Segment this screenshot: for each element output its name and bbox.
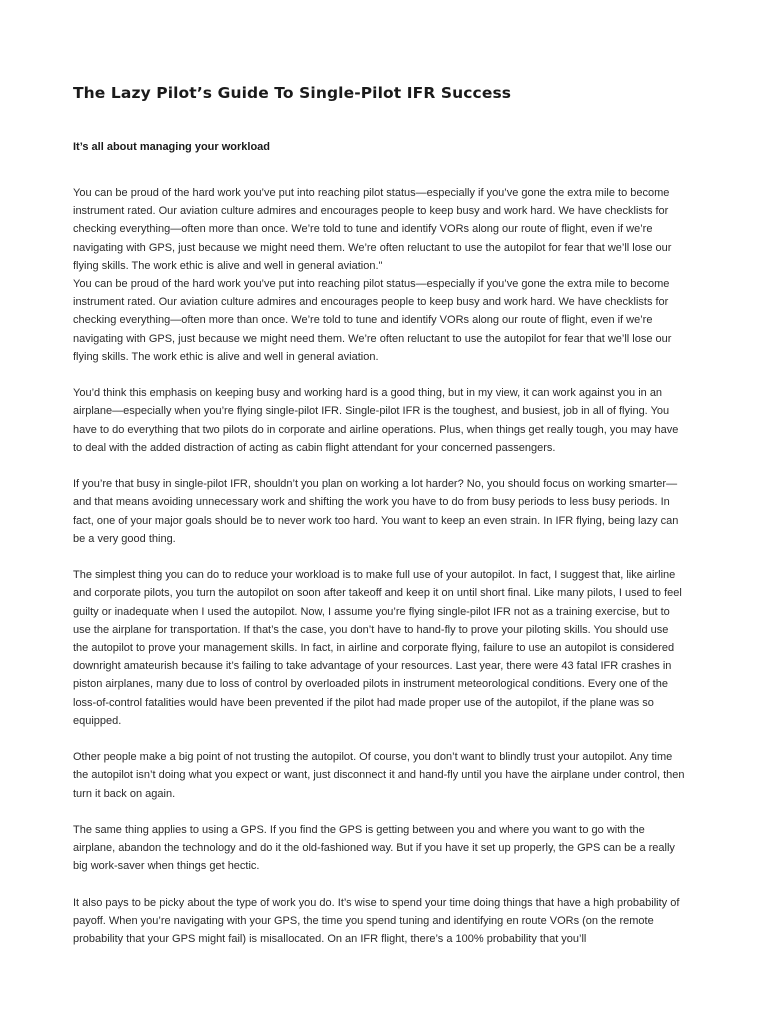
paragraph: You’d think this emphasis on keeping busy and working hard is a good thing, but in my view, it can work against you in an airplane—especially when you’re flying single-pilot IFR. Single-pilot IFR is the toughest, and busiest, job in all of flying. You have to do everything that two pilots do in corporate and airline operations. Plus, when things get really tough, you may have to deal with the added distraction of acting as cabin flight attendant for your concerned passengers. xyxy=(73,387,679,454)
article-subtitle: It’s all about managing your workload xyxy=(73,141,271,153)
paragraph: You can be proud of the hard work you’ve put into reaching pilot status—especially if you’ve gone the extra mile to become instrument rated. Our aviation culture admires and encourages people to keep busy and work hard. We have checklists for checking everything—often more than once. We’re told to tune and identify VORs along our route of flight, even if we’re navigating with GPS, just because we might need them. We’re often reluctant to use the autopilot for fear that we’ll lose our flying skills. The work ethic is alive and well in general aviation." xyxy=(73,187,672,272)
paragraph: It also pays to be picky about the type of work you do. It’s wise to spend your time doing things that have a high probability of payoff. When you’re navigating with your GPS, the time you spend tuning and identifying en route VORs (on the remote probability that your GPS might fail) is misallocated. On an IFR flight, there’s a 100% probability that you’ll xyxy=(73,896,680,946)
paragraph: You can be proud of the hard work you’ve put into reaching pilot status—especially if you’ve gone the extra mile to become instrument rated. Our aviation culture admires and encourages people to keep busy and work hard. We have checklists for checking everything—often more than once. We’re told to tune and identify VORs along our route of flight, even if we’re navigating with GPS, just because we might need them. We’re often reluctant to use the autopilot for fear that we’ll lose our flying skills. The work ethic is alive and well in general aviation. xyxy=(73,278,672,363)
paragraph: If you’re that busy in single-pilot IFR, shouldn’t you plan on working a lot harder? No, you should focus on working smarter—and that means avoiding unnecessary work and shifting the work you have to do from busy periods to less busy periods. In fact, one of your major goals should be to never work too hard. You want to keep an even strain. In IFR flying, being lazy can be a very good thing. xyxy=(73,478,679,545)
article-title: The Lazy Pilot’s Guide To Single-Pilot IFR Success xyxy=(73,84,512,102)
paragraph: The simplest thing you can do to reduce your workload is to make full use of your autopilot. In fact, I suggest that, like airline and corporate pilots, you turn the autopilot on soon after takeoff and keep it on until short final. Like many pilots, I used to feel guilty or inadequate when I used the autopilot. Now, I assume you’re flying single-pilot IFR not as a training exercise, but to use the airplane for transportation. If that’s the case, you don’t have to hand-fly to prove your piloting skills. You should use the autopilot to prove your management skills. In fact, in airline and corporate flying, failure to use an autopilot is considered downright amateurish because it’s failing to take advantage of your resources. Last year, there were 43 fatal IFR crashes in piston airplanes, many due to loss of control by overloaded pilots in instrument meteorological conditions. Every one of the loss-of-control fatalities would have been prevented if the pilot had made proper use of the autopilot, if the plane was so equipped. xyxy=(73,569,682,727)
paragraph: The same thing applies to using a GPS. If you find the GPS is getting between you and where you want to go with the airplane, abandon the technology and do it the old-fashioned way. But if you have it set up properly, the GPS can be a really big work-saver when things get hectic. xyxy=(73,824,675,873)
article-body xyxy=(73,184,685,967)
paragraph: Other people make a big point of not trusting the autopilot. Of course, you don’t want to blindly trust your autopilot. Any time the autopilot isn’t doing what you expect or want, just disconnect it and hand-fly until you have the airplane under control, then turn it back on again. xyxy=(73,751,685,800)
